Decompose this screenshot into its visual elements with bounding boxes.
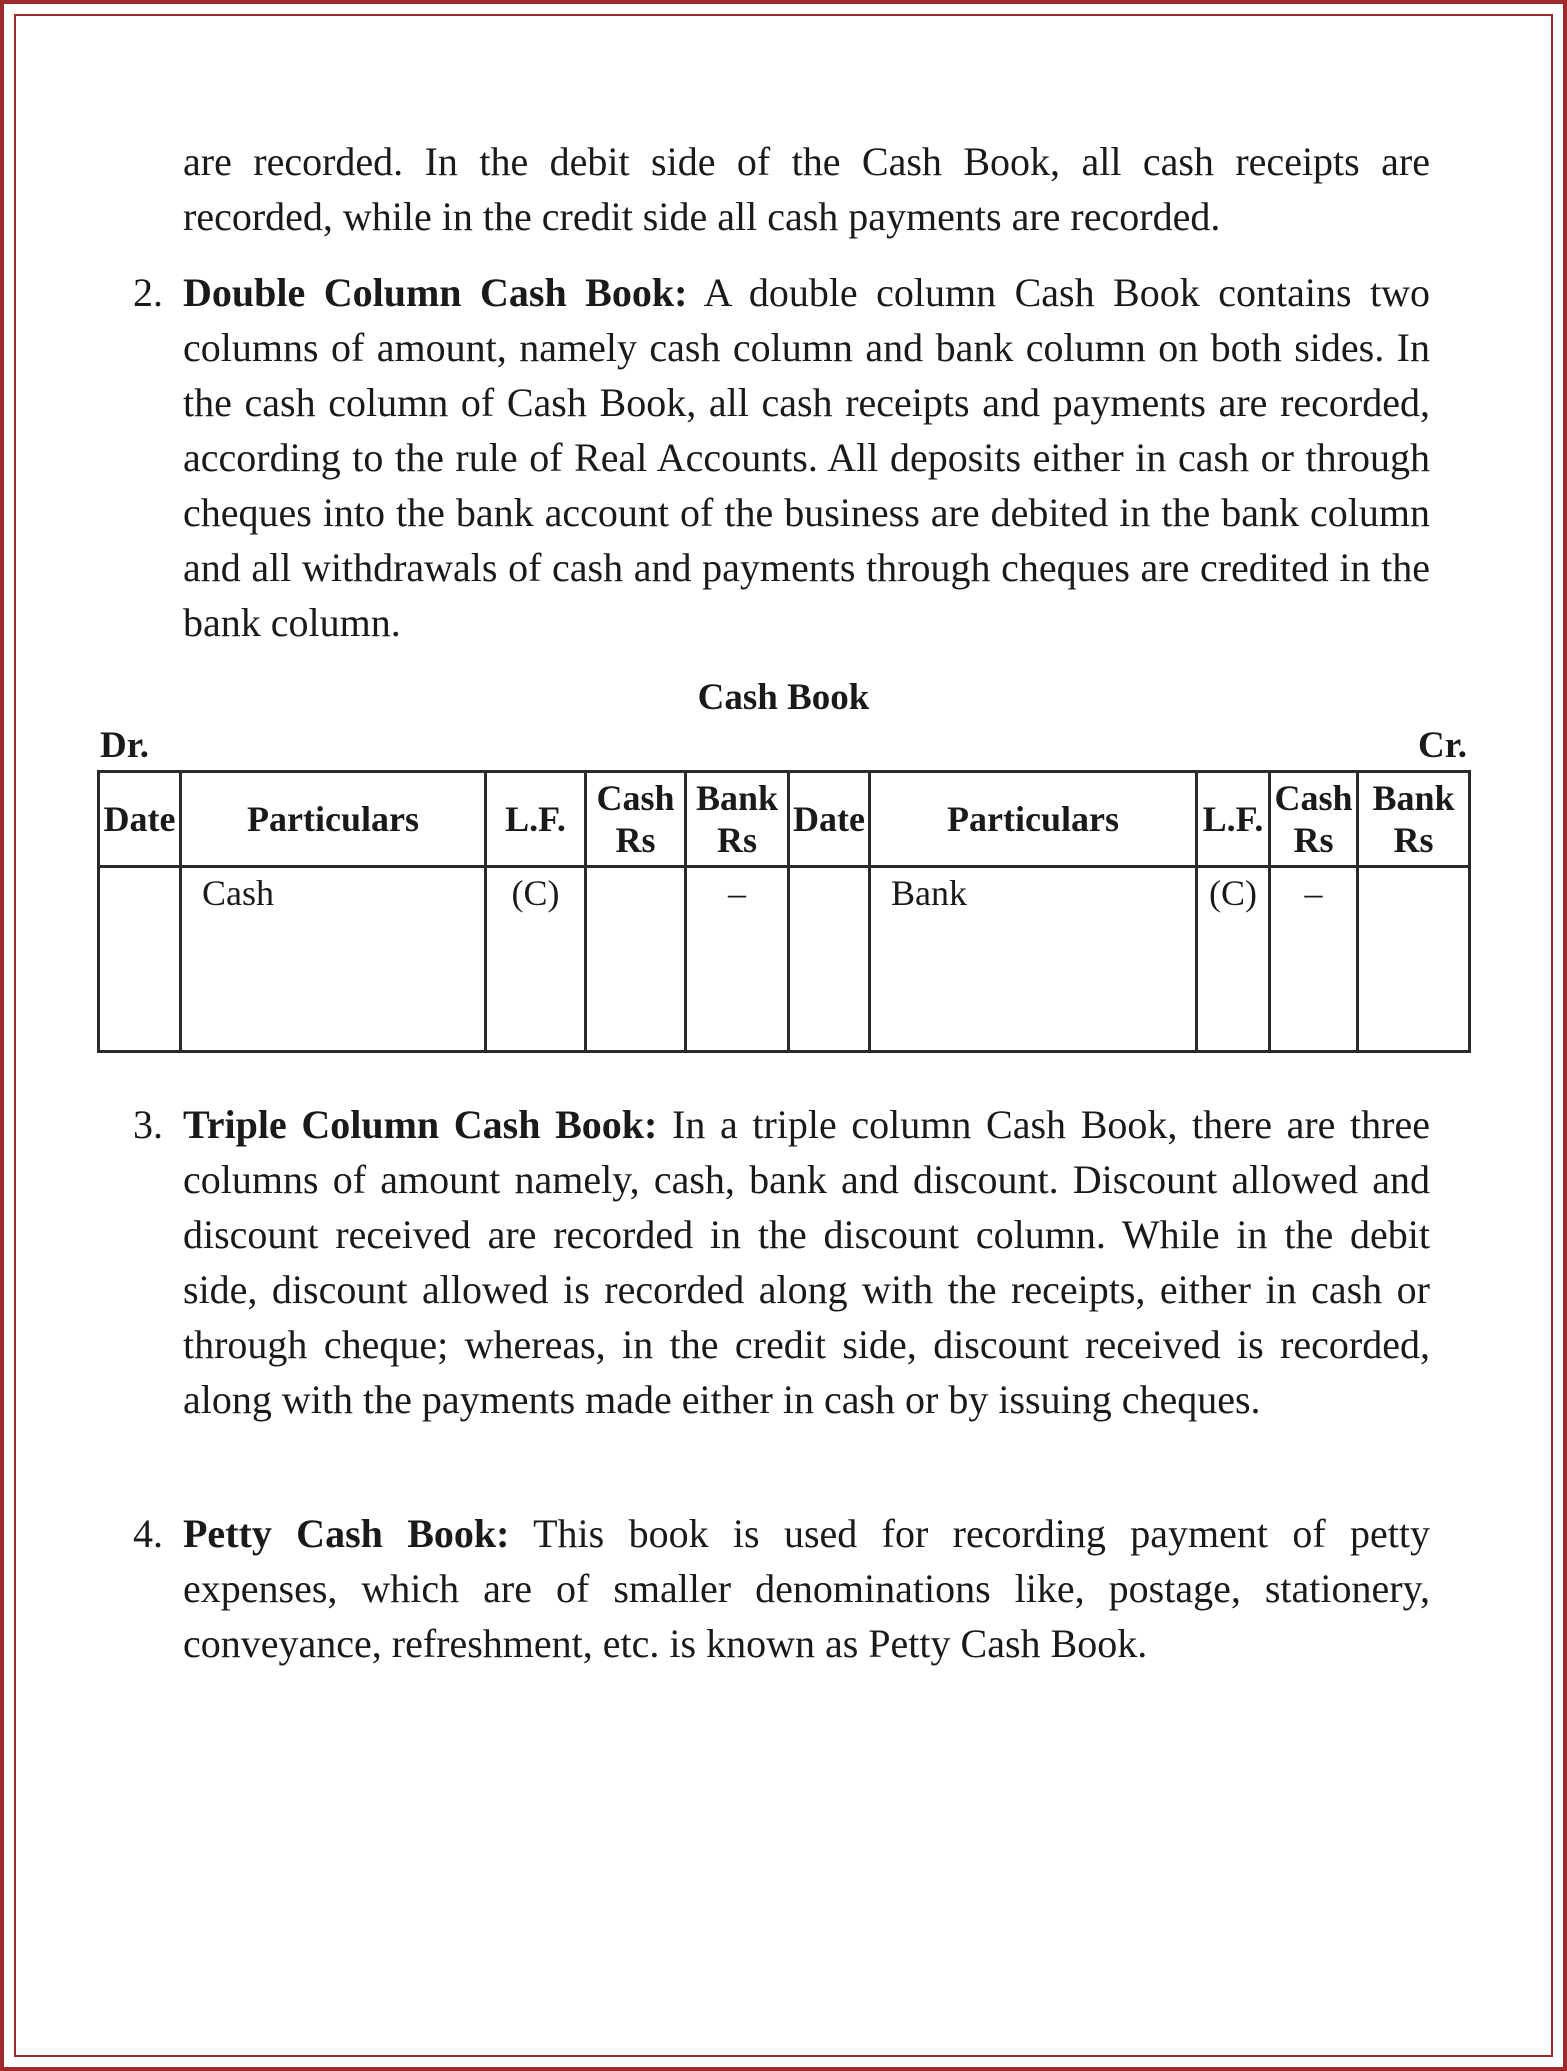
continuation-paragraph: are recorded. In the debit side of the Cash Book, all cash receipts are recorded, while in the credit side all cash payments are recorded.: [183, 139, 1430, 239]
header-particulars-dr: Particulars: [181, 772, 486, 867]
cell-cr-cash: –: [1270, 867, 1358, 1052]
cell-cr-bank: [1358, 867, 1470, 1052]
table-row: [99, 867, 1470, 1052]
header-lf-cr: L.F.: [1197, 772, 1270, 867]
cash-book-title: Cash Book: [697, 677, 870, 718]
list-item-number: 3.: [133, 1102, 163, 1147]
header-particulars-cr: Particulars: [870, 772, 1197, 867]
list-item-petty-cash: [133, 1506, 1430, 1671]
cash-book-table: [97, 770, 1471, 1053]
credit-label: Cr.: [1418, 725, 1467, 766]
list-item-term: Petty Cash Book:: [183, 1511, 510, 1556]
table-header-row: [99, 772, 1470, 867]
list-item-text: A double column Cash Book contains two columns of amount, namely cash column and bank column on both sides. In the cash column of Cash Book, all cash receipts and payments are recorded, according to the rule of Real Accounts. All deposits either in cash or through cheques into the bank account of the business are debited in the bank column and all withdrawals of cash and payments through cheques are credited in the bank column.: [183, 270, 1430, 645]
list-item-term: Double Column Cash Book:: [183, 270, 688, 315]
header-bank-cr: Bank Rs: [1358, 772, 1470, 867]
header-date-dr: Date: [99, 772, 181, 867]
cell-dr-lf: (C): [486, 867, 586, 1052]
debit-label: Dr.: [100, 725, 149, 766]
header-cash-cr: Cash Rs: [1270, 772, 1358, 867]
header-cash-dr: Cash Rs: [586, 772, 686, 867]
cell-dr-bank: –: [686, 867, 789, 1052]
list-item-text: This book is used for recording payment of petty expenses, which are of smaller denominations like, postage, stationery, conveyance, refreshment, etc. is known as Petty Cash Book.: [183, 1511, 1430, 1666]
header-date-cr: Date: [789, 772, 870, 867]
cell-dr-date: [99, 867, 181, 1052]
header-lf-dr: L.F.: [486, 772, 586, 867]
cell-cr-particulars: Bank: [870, 867, 1197, 1052]
header-bank-dr: Bank Rs: [686, 772, 789, 867]
cell-cr-date: [789, 867, 870, 1052]
cell-dr-particulars: Cash: [181, 867, 486, 1052]
list-item-triple-column: [133, 1097, 1430, 1427]
list-item-number: 4.: [133, 1511, 163, 1556]
cell-dr-cash: [586, 867, 686, 1052]
list-item-text: In a triple column Cash Book, there are three columns of amount namely, cash, bank and discount. Discount allowed and discount received are recorded in the discount column. While in the debit side, discount allowed is recorded along with the receipts, either in cash or through cheque; whereas, in the credit side, discount received is recorded, along with the payments made either in cash or by issuing cheques.: [183, 1102, 1430, 1422]
list-item-number: 2.: [133, 270, 163, 315]
list-item-double-column: [133, 265, 1430, 650]
cell-cr-lf: (C): [1197, 867, 1270, 1052]
list-item-term: Triple Column Cash Book:: [183, 1102, 658, 1147]
